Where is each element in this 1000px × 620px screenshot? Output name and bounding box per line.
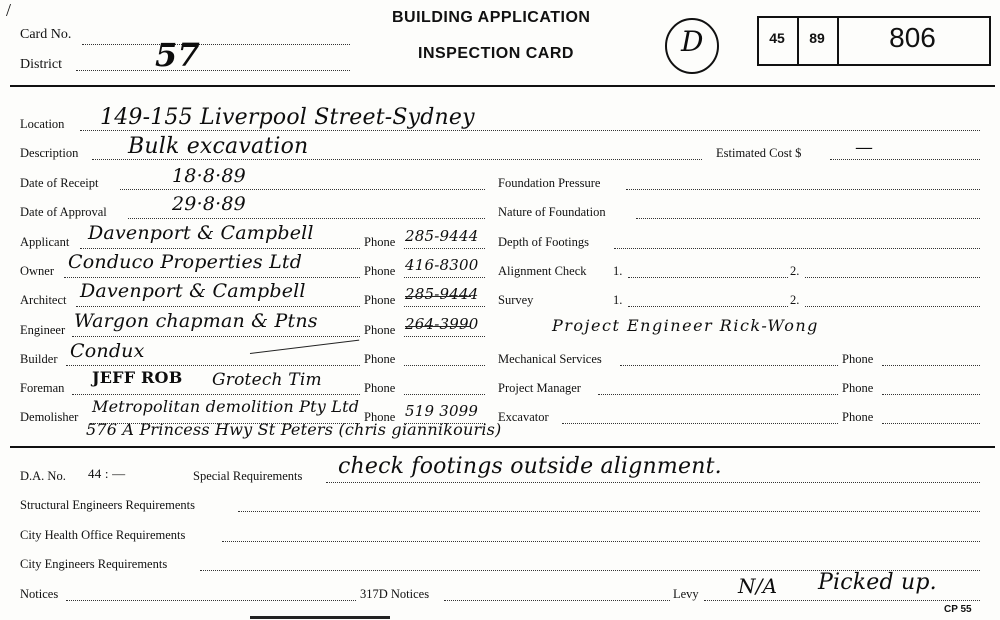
engineer-line	[72, 336, 360, 337]
project-manager-line	[598, 394, 838, 395]
engineer-phone-label: Phone	[364, 323, 396, 337]
alignment-line-1	[628, 277, 788, 278]
foreman-label: Foreman	[20, 381, 65, 395]
card-no-value: 57	[155, 36, 200, 74]
builder-value: Condux	[70, 340, 145, 362]
approval-label: Date of Approval	[20, 205, 107, 219]
location-label: Location	[20, 117, 65, 131]
engineer-phone-strike	[405, 326, 471, 327]
nature-foundation-label: Nature of Foundation	[498, 205, 606, 219]
owner-value: Conduco Properties Ltd	[68, 251, 303, 273]
special-label: Special Requirements	[193, 469, 303, 483]
bottom-edge-mark	[250, 616, 390, 619]
alignment-check-label: Alignment Check	[498, 264, 587, 278]
box-a-value: 45	[769, 30, 785, 46]
approval-line	[128, 218, 485, 219]
mechanical-line	[620, 365, 838, 366]
excavator-line	[562, 423, 838, 424]
approval-value: 29·8·89	[172, 193, 246, 215]
da-value: 44 : —	[88, 466, 126, 481]
survey-num-2: 2.	[790, 293, 800, 307]
foundation-pressure-line	[626, 189, 980, 190]
foreman-phone-line	[404, 394, 485, 395]
excavator-phone-label: Phone	[842, 410, 874, 424]
alignment-num-1: 1.	[613, 264, 623, 278]
description-label: Description	[20, 146, 79, 160]
project-manager-phone-label: Phone	[842, 381, 874, 395]
nature-foundation-line	[636, 218, 980, 219]
survey-num-1: 1.	[613, 293, 623, 307]
structural-line	[238, 511, 980, 512]
owner-phone-line	[404, 277, 485, 278]
depth-footings-label: Depth of Footings	[498, 235, 589, 249]
foreman-phone-label: Phone	[364, 381, 396, 395]
owner-label: Owner	[20, 264, 55, 278]
box-number: 806	[889, 22, 936, 53]
applicant-phone-value: 285-9444	[405, 227, 479, 245]
alignment-line-2	[805, 277, 980, 278]
tick-mark: /	[6, 0, 12, 20]
architect-label: Architect	[20, 293, 67, 307]
foreman-line	[72, 394, 360, 395]
mechanical-phone-label: Phone	[842, 352, 874, 366]
levy-line	[704, 600, 980, 601]
applicant-line	[80, 248, 360, 249]
depth-footings-line	[614, 248, 980, 249]
architect-value: Davenport & Campbell	[80, 280, 306, 302]
receipt-line	[120, 189, 485, 190]
excavator-phone-line	[882, 423, 980, 424]
receipt-value: 18·8·89	[172, 165, 246, 187]
notices-317d-label: 317D Notices	[360, 587, 430, 601]
mechanical-label: Mechanical Services	[498, 352, 602, 366]
levy-value: N/A	[738, 574, 778, 598]
special-line	[326, 482, 980, 483]
health-line	[222, 541, 980, 542]
applicant-phone-label: Phone	[364, 235, 396, 249]
demolisher-phone-label: Phone	[364, 410, 396, 424]
demolisher-phone-value: 519 3099	[405, 402, 479, 420]
district-line	[76, 70, 350, 71]
estimated-cost-line	[830, 159, 980, 160]
city-engineers-label: City Engineers Requirements	[20, 557, 168, 571]
header-divider	[10, 85, 995, 87]
excavator-label: Excavator	[498, 410, 549, 424]
description-value: Bulk excavation	[128, 134, 309, 159]
architect-phone-strike	[405, 296, 471, 297]
owner-phone-value: 416-8300	[405, 256, 479, 274]
alignment-num-2: 2.	[790, 264, 800, 278]
foreman-extra: Grotech Tim	[212, 370, 322, 390]
estimated-cost-label: Estimated Cost $	[716, 146, 802, 160]
owner-phone-label: Phone	[364, 264, 396, 278]
title-line-1: BUILDING APPLICATION	[392, 9, 591, 26]
levy-note: Picked up.	[818, 570, 937, 595]
special-value: check footings outside alignment.	[338, 454, 722, 479]
location-line	[80, 130, 980, 131]
applicant-label: Applicant	[20, 235, 70, 249]
estimated-cost-value: —	[855, 137, 874, 158]
notices-label: Notices	[20, 587, 59, 601]
title-line-2: INSPECTION CARD	[418, 45, 574, 62]
architect-phone-value: 285-9444	[405, 285, 479, 303]
levy-label: Levy	[673, 587, 699, 601]
builder-phone-label: Phone	[364, 352, 396, 366]
owner-line	[64, 277, 360, 278]
architect-line	[76, 306, 360, 307]
builder-strike	[250, 340, 359, 354]
description-line	[92, 159, 702, 160]
da-label: D.A. No.	[20, 469, 66, 483]
engineer-phone-line	[404, 336, 485, 337]
foundation-pressure-label: Foundation Pressure	[498, 176, 601, 190]
architect-phone-label: Phone	[364, 293, 396, 307]
mechanical-phone-line	[882, 365, 980, 366]
engineer-phone-value: 264-3990	[405, 315, 479, 333]
card-no-line	[82, 44, 350, 45]
district-label: District	[20, 57, 62, 72]
notices-317d-line	[444, 600, 670, 601]
location-value: 149-155 Liverpool Street-Sydney	[100, 105, 475, 130]
survey-label: Survey	[498, 293, 534, 307]
project-engineer-note: Project Engineer Rick-Wong	[552, 316, 819, 335]
engineer-label: Engineer	[20, 323, 66, 337]
demolisher-address: 576 A Princess Hwy St Peters (chris giannikouris)	[86, 420, 502, 439]
project-manager-label: Project Manager	[498, 381, 581, 395]
survey-line-1	[628, 306, 788, 307]
demolisher-value: Metropolitan demolition Pty Ltd	[92, 397, 360, 416]
structural-label: Structural Engineers Requirements	[20, 498, 195, 512]
demolisher-label: Demolisher	[20, 410, 79, 424]
box-b-value: 89	[809, 30, 825, 46]
form-code: CP 55	[944, 604, 972, 615]
applicant-value: Davenport & Campbell	[88, 222, 314, 244]
receipt-label: Date of Receipt	[20, 176, 99, 190]
project-manager-phone-line	[882, 394, 980, 395]
applicant-phone-line	[404, 248, 485, 249]
survey-line-2	[805, 306, 980, 307]
engineer-value: Wargon chapman & Ptns	[74, 310, 318, 332]
circled-letter: D	[681, 25, 704, 58]
card-no-label: Card No.	[20, 27, 72, 42]
builder-label: Builder	[20, 352, 58, 366]
foreman-value: JEFF ROB	[92, 368, 183, 387]
builder-line	[66, 365, 360, 366]
health-label: City Health Office Requirements	[20, 528, 186, 542]
architect-phone-line	[404, 306, 485, 307]
middle-divider	[10, 446, 995, 448]
notices-line	[66, 600, 356, 601]
demolisher-phone-line	[404, 423, 485, 424]
builder-phone-line	[404, 365, 485, 366]
